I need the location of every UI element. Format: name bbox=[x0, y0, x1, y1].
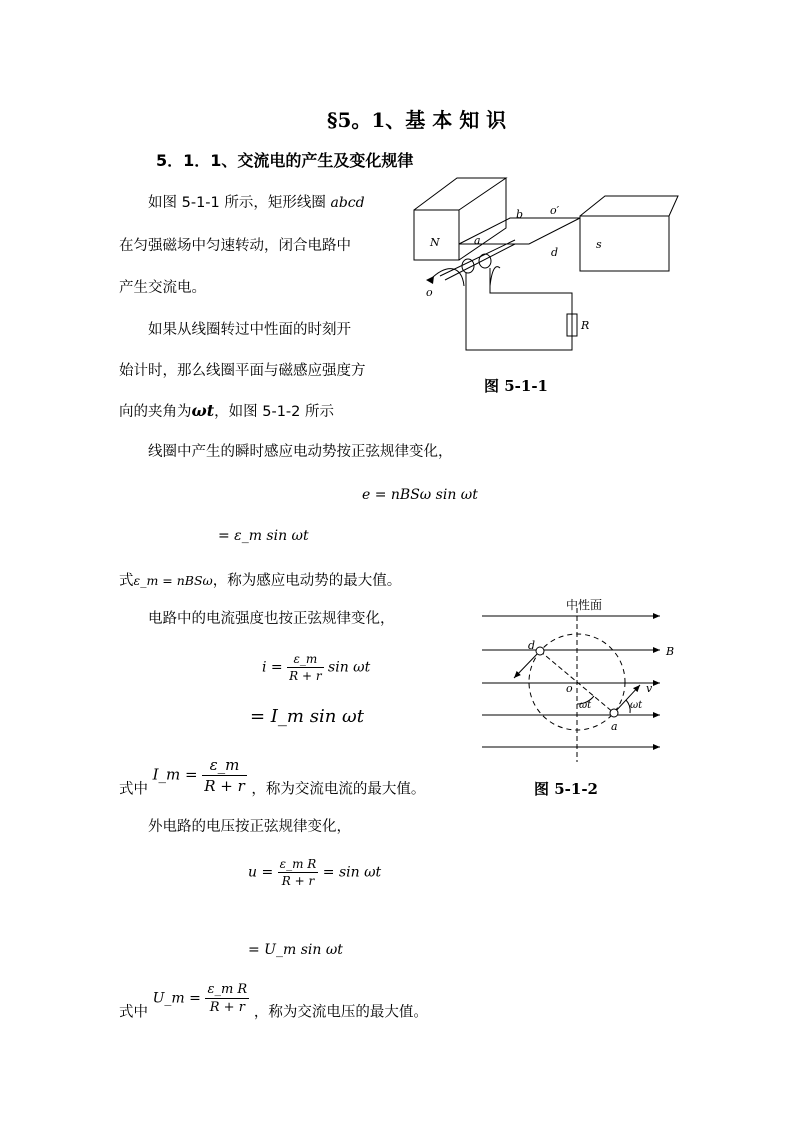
para2-line2: 始计时，那么线圈平面与磁感应强度方 bbox=[119, 363, 366, 379]
para4: 式ε_m = nBSω，称为感应电动势的最大值。 bbox=[119, 573, 402, 589]
figure-5-1-1-generator bbox=[400, 168, 690, 368]
label-o: o bbox=[426, 286, 433, 299]
label-r: R bbox=[581, 319, 590, 332]
section-title: §5。1、基 本 知 识 bbox=[327, 108, 507, 132]
subsection-title: 5．1．1、交流电的产生及变化规律 bbox=[156, 151, 414, 170]
neutral-plane-label: 中性面 bbox=[566, 598, 603, 612]
para3: 线圈中产生的瞬时感应电动势按正弦规律变化， bbox=[148, 444, 453, 460]
figure-5-1-2-rotation bbox=[480, 592, 690, 764]
label-d: d bbox=[551, 246, 559, 259]
eq-current-max-form: = I_m sin ωt bbox=[250, 706, 364, 727]
label-d-point: d bbox=[528, 639, 536, 652]
label-o-prime: o′ bbox=[550, 204, 560, 217]
s-pole-front bbox=[580, 216, 669, 271]
label-o-center: o bbox=[566, 682, 573, 695]
label-b: b bbox=[516, 208, 524, 221]
label-s: s bbox=[596, 238, 602, 251]
n-pole-front bbox=[414, 210, 459, 260]
eq-emf-max-form: = ε_m sin ωt bbox=[218, 528, 309, 544]
point-a bbox=[610, 709, 618, 717]
label-n: N bbox=[430, 236, 440, 249]
eq-emf-instant: e = nBSω sin ωt bbox=[362, 487, 478, 503]
point-d bbox=[536, 647, 544, 655]
para1-line1: 如图 5-1-1 所示，矩形线圈 abcd bbox=[148, 195, 365, 211]
eq-voltage-instant: u = $\frac{\text{ε\_m R}}{R + r}$ = sin ωt bbox=[248, 857, 382, 888]
para8: 式中 U_m = $\frac{\text{ε\_m R}}{R + r}$ ，称为交流电压的最大值。 bbox=[119, 982, 428, 1021]
para6: 式中 I_m = $\frac{\varepsilon\_m}{R + r}$ ，称为交流电流的最大值。 bbox=[119, 756, 426, 798]
label-a-point: a bbox=[611, 720, 618, 733]
para1-line2: 在匀强磁场中匀速转动，闭合电路中 bbox=[119, 238, 351, 254]
para7: 外电路的电压按正弦规律变化， bbox=[148, 819, 351, 835]
label-b-field: B bbox=[666, 645, 675, 658]
label-velocity: v bbox=[646, 682, 653, 695]
para5: 电路中的电流强度也按正弦规律变化， bbox=[148, 611, 395, 627]
eq-current-instant: i = $\frac{\varepsilon\_m}{R + r}$ sin ωt bbox=[262, 652, 371, 683]
figure-5-1-1-caption: 图 5-1-1 bbox=[484, 377, 548, 395]
para1-line3: 产生交流电。 bbox=[119, 280, 206, 296]
para2-line3: 向的夹角为ωt，如图 5-1-2 所示 bbox=[119, 401, 334, 420]
label-a: a bbox=[474, 234, 481, 247]
figure-5-1-2-caption: 图 5-1-2 bbox=[534, 780, 598, 798]
eq-voltage-max-form: = U_m sin ωt bbox=[248, 942, 343, 958]
slip-ring-2 bbox=[479, 254, 491, 268]
label-omega-t-1: ωt bbox=[579, 700, 592, 711]
para2-line1: 如果从线圈转过中性面的时刻开 bbox=[148, 322, 351, 338]
label-omega-t-2: ωt bbox=[630, 700, 643, 711]
